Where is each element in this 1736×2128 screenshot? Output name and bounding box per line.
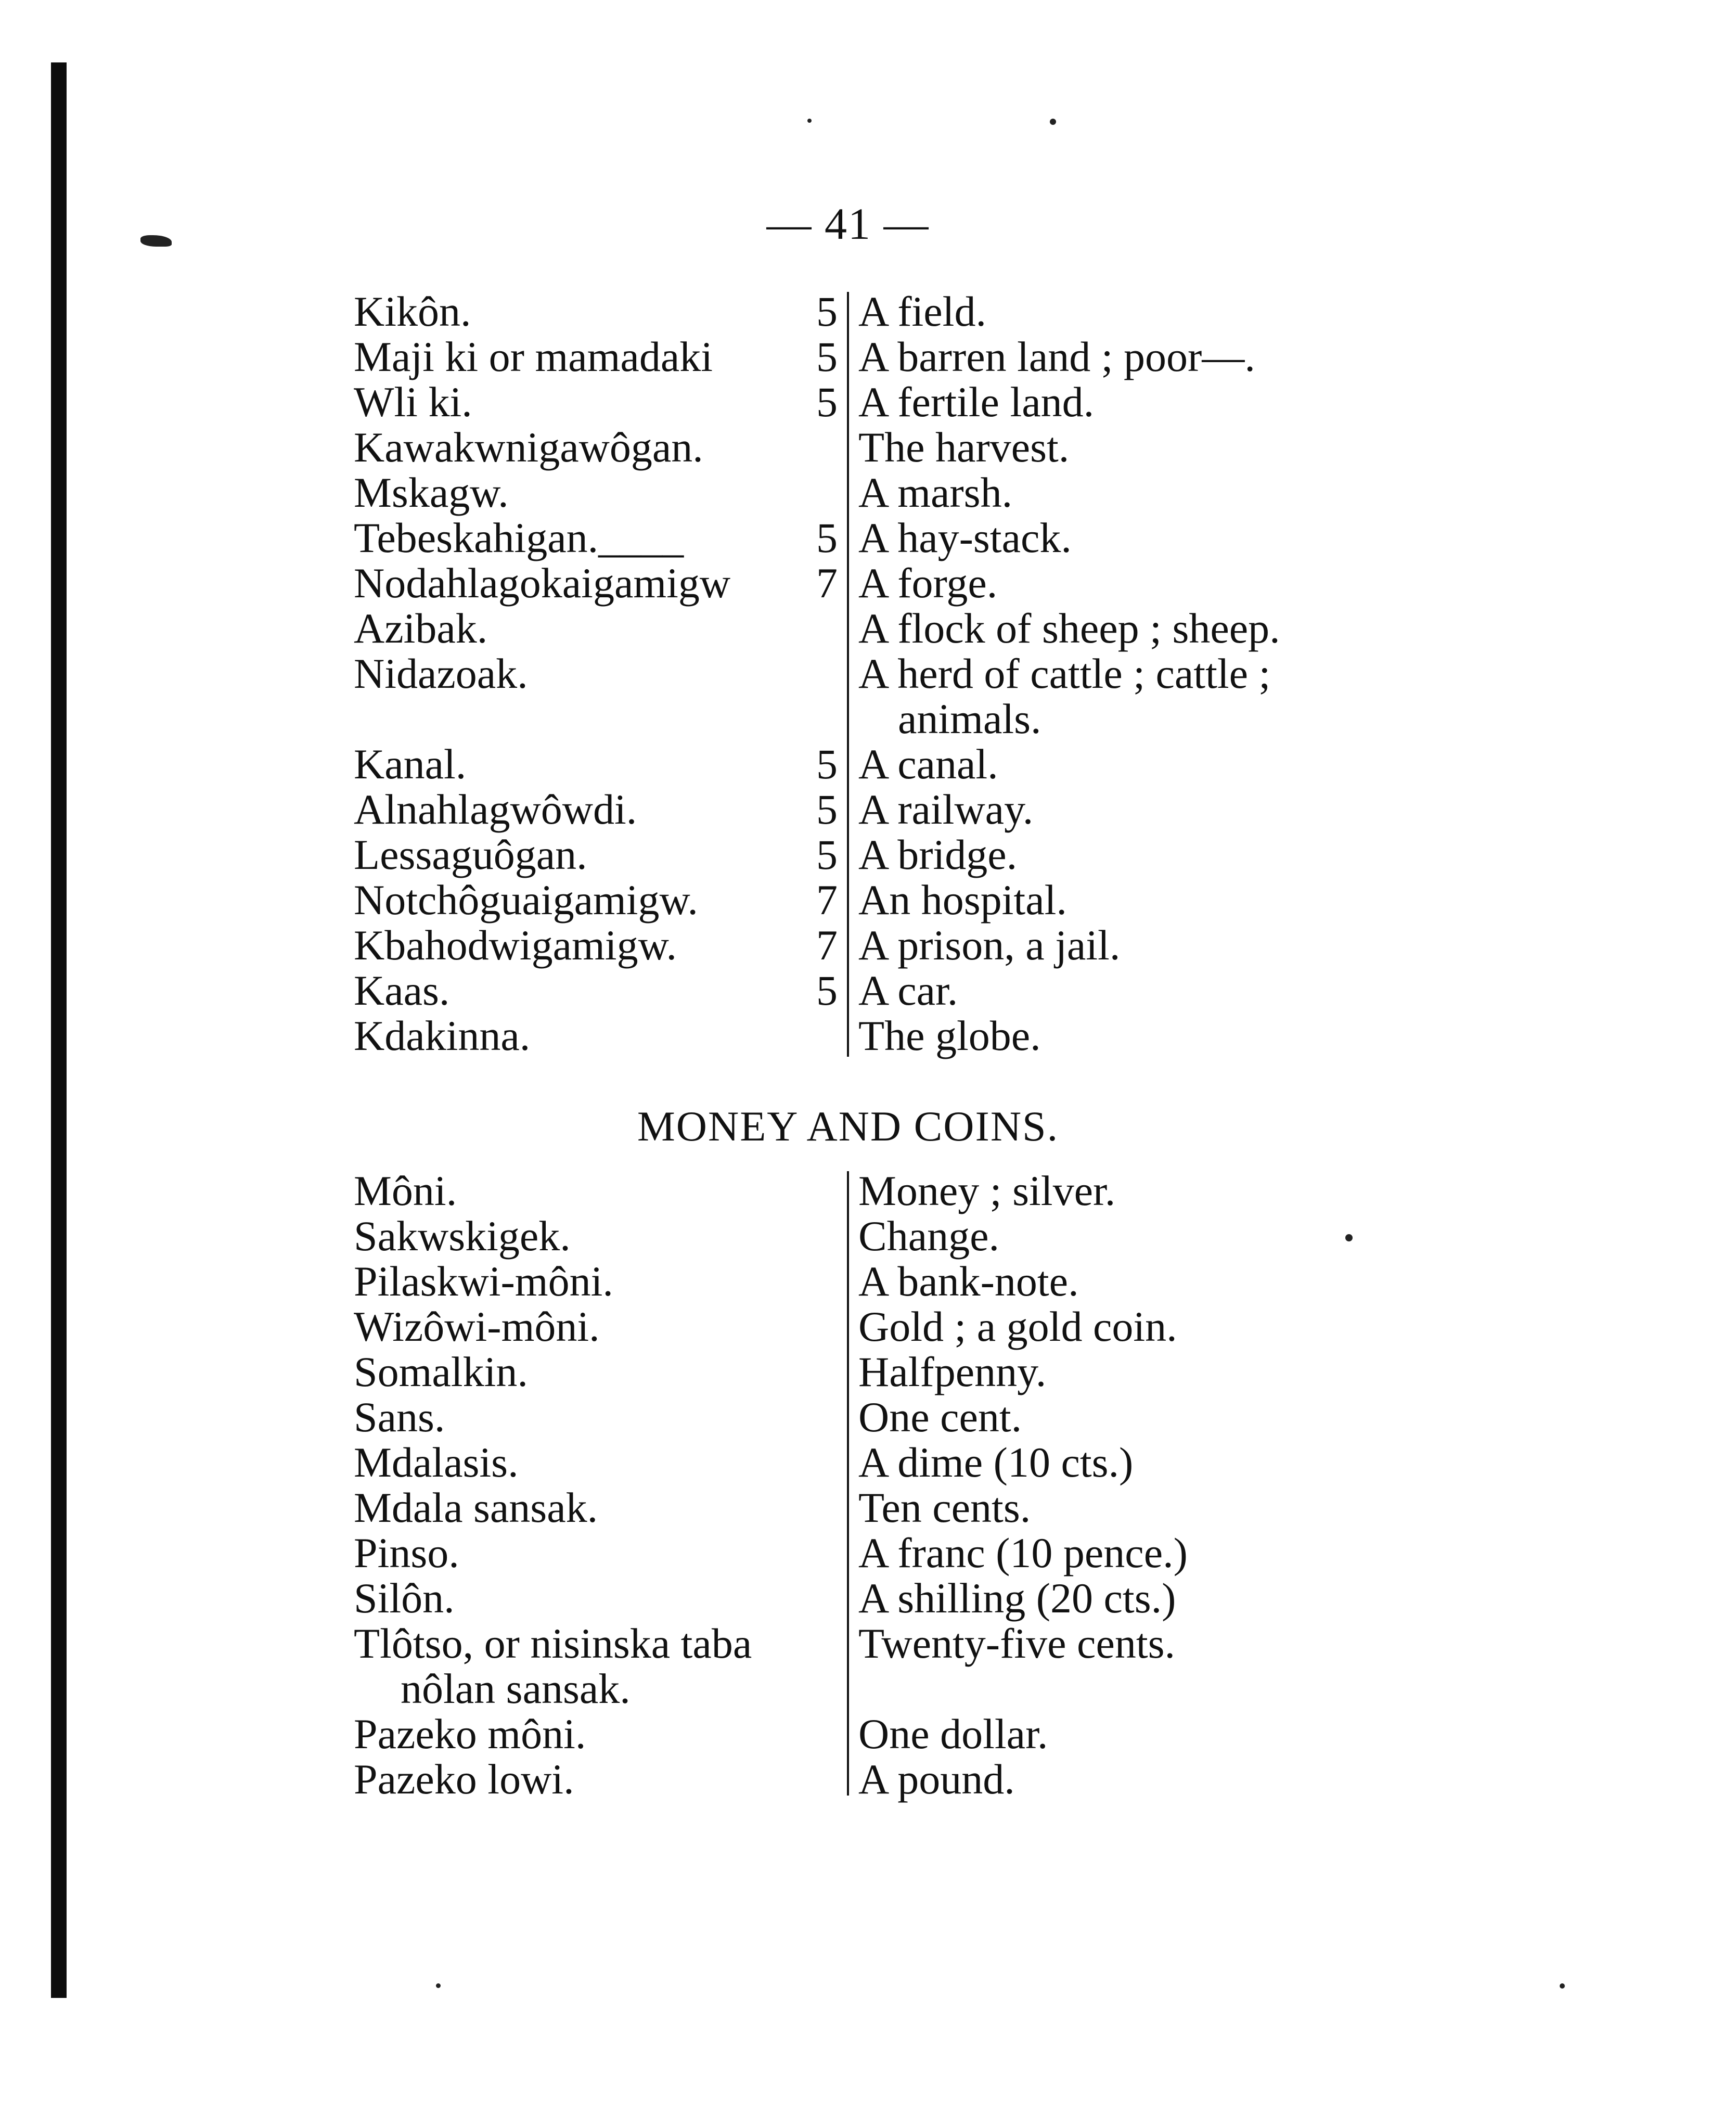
declension-number: 7 [816,921,838,969]
english-gloss: A prison, a jail. [858,921,1121,969]
money-row [343,1394,1353,1440]
money-row [343,1304,1353,1349]
native-term: Kawakwnigawôgan. [354,424,703,471]
declension-number: 5 [816,967,838,1014]
native-term: Pazeko lowi. [354,1755,574,1803]
english-gloss: A dime (10 cts.) [858,1439,1134,1486]
english-gloss: One dollar. [858,1710,1048,1758]
page-spine-edge [51,62,67,1998]
vocab-row [343,560,1353,606]
vocab-row [343,787,1353,832]
money-list [343,1168,1353,1802]
vocab-row [343,379,1353,425]
declension-number: 5 [816,378,838,426]
native-term: Pilaskwi-môni. [354,1258,613,1305]
money-row [343,1757,1353,1802]
native-term-line-1: Tlôtso, or nisinska taba [354,1620,752,1667]
english-gloss: A marsh. [858,469,1013,516]
native-term-line-2: nôlan sansak. [401,1665,631,1712]
english-gloss: A railway. [858,786,1034,833]
print-speck [807,119,812,123]
money-row [343,1575,1353,1621]
money-row [343,1621,1353,1711]
money-row [343,1259,1353,1304]
declension-number: 5 [816,514,838,561]
english-gloss: A hay-stack. [858,514,1072,561]
english-gloss [858,651,1270,741]
native-term: Tebeskahigan.____ [354,514,684,561]
english-gloss: Ten cents. [858,1484,1031,1531]
vocab-row [343,877,1353,922]
native-term: Pazeko môni. [354,1710,586,1758]
declension-number: 5 [816,831,838,878]
vocab-row [343,606,1353,651]
english-gloss: A shilling (20 cts.) [858,1574,1176,1622]
native-term: Lessaguôgan. [354,831,587,878]
vocabulary-list [343,289,1353,1058]
english-gloss: A franc (10 pence.) [858,1529,1188,1576]
vocab-row [343,470,1353,515]
native-term: Mskagw. [354,469,509,516]
english-gloss: An hospital. [858,876,1067,924]
english-gloss: A pound. [858,1755,1015,1803]
english-gloss: A bridge. [858,831,1018,878]
native-term: Notchôguaigamigw. [354,876,698,924]
declension-number: 7 [816,559,838,607]
english-gloss-line-1: A herd of cattle ; cattle ; [858,650,1271,697]
section-heading: MONEY AND COINS. [637,1103,1059,1150]
vocab-row [343,289,1353,334]
vocab-row [343,425,1353,470]
print-speck [436,1983,441,1988]
native-term: Kikôn. [354,288,471,335]
declension-number: 7 [816,876,838,924]
native-term: Silôn. [354,1574,455,1622]
native-term: Kbahodwigamigw. [354,921,677,969]
english-gloss: A bank-note. [858,1258,1079,1305]
vocab-row [343,741,1353,787]
native-term: Alnahlagwôwdi. [354,786,637,833]
native-term: Maji ki or mamadaki [354,333,713,380]
english-gloss: A barren land ; poor—. [858,333,1255,380]
native-term: Azibak. [354,605,488,652]
declension-number: 5 [816,786,838,833]
english-gloss: Money ; silver. [858,1167,1116,1214]
vocab-row [343,515,1353,560]
english-gloss: A forge. [858,559,998,607]
english-gloss: Change. [858,1212,999,1260]
native-term [354,1621,752,1711]
money-row [343,1213,1353,1259]
english-gloss: Halfpenny. [858,1348,1047,1395]
native-term: Mdalasis. [354,1439,519,1486]
native-term: Mdala sansak. [354,1484,598,1531]
vocab-row [343,968,1353,1013]
print-speck [1560,1983,1565,1989]
native-term: Nidazoak. [354,650,528,697]
native-term: Môni. [354,1167,457,1214]
native-term: Nodahlagokaigamigw [354,559,731,607]
native-term: Kaas. [354,967,450,1014]
native-term: Pinso. [354,1529,459,1576]
declension-number: 5 [816,740,838,788]
english-gloss: A canal. [858,740,998,788]
native-term: Wli ki. [354,378,472,426]
money-row [343,1485,1353,1530]
native-term: Sakwskigek. [354,1212,571,1260]
money-row [343,1349,1353,1394]
english-gloss: One cent. [858,1393,1022,1441]
native-term: Kdakinna. [354,1012,531,1059]
english-gloss: A field. [858,288,986,335]
native-term: Sans. [354,1393,445,1441]
native-term: Wizôwi-môni. [354,1303,600,1350]
english-gloss: Gold ; a gold coin. [858,1303,1177,1350]
english-gloss: Twenty-five cents. [858,1620,1176,1667]
english-gloss: The globe. [858,1012,1041,1059]
vocab-row [343,651,1353,741]
vocab-row [343,1013,1353,1058]
english-gloss: A flock of sheep ; sheep. [858,605,1280,652]
money-row [343,1530,1353,1575]
money-row [343,1168,1353,1213]
english-gloss-line-2: animals. [898,695,1041,742]
money-row [343,1711,1353,1757]
native-term: Somalkin. [354,1348,528,1395]
money-row [343,1440,1353,1485]
declension-number: 5 [816,333,838,380]
vocab-row [343,922,1353,968]
vocab-row [343,832,1353,877]
english-gloss: A car. [858,967,958,1014]
declension-number: 5 [816,288,838,335]
print-speck [140,235,172,247]
english-gloss: A fertile land. [858,378,1095,426]
english-gloss: The harvest. [858,424,1070,471]
print-speck [1050,119,1056,125]
vocab-row [343,334,1353,379]
page-number: — 41 — [766,199,930,249]
native-term: Kanal. [354,740,467,788]
